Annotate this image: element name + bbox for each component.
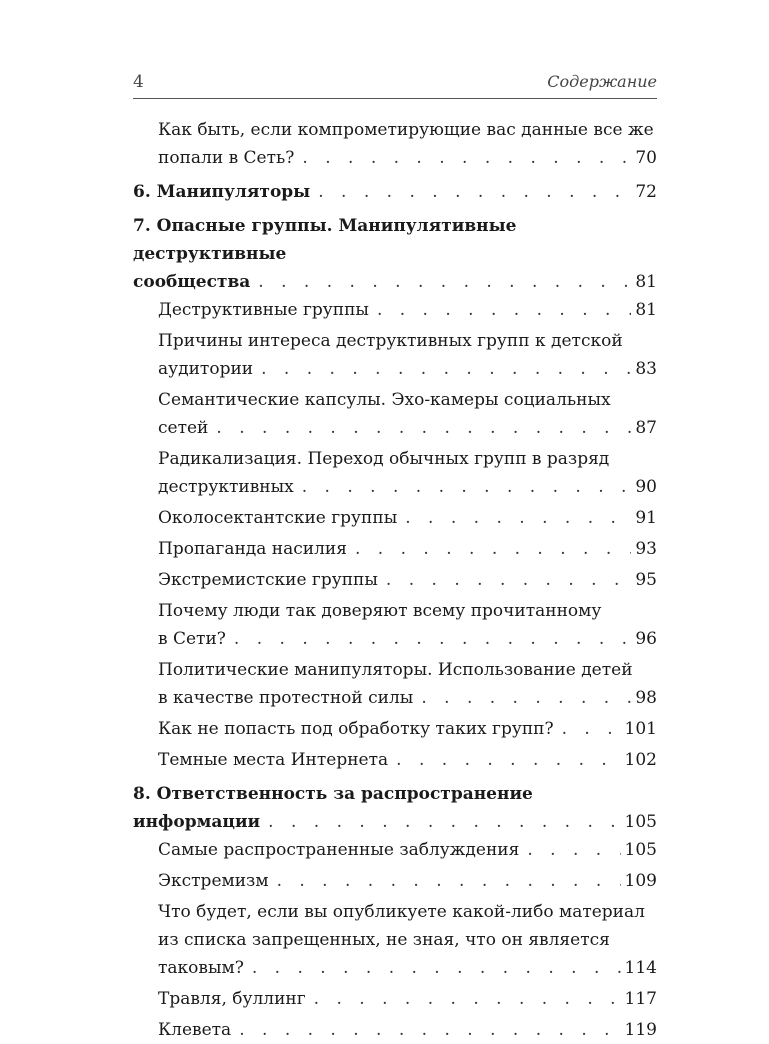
- toc-entry-title: Самые распространенные заблуждения: [158, 840, 520, 860]
- dot-leader: [386, 566, 631, 594]
- toc-page-number: 72: [635, 182, 657, 202]
- toc-page-number: 95: [635, 570, 657, 590]
- toc-entry-line: 8. Ответственность за распространение: [133, 784, 533, 804]
- dot-leader: [252, 954, 621, 982]
- dot-leader: [355, 535, 631, 563]
- toc-entry: [133, 445, 657, 501]
- dot-leader: [318, 178, 631, 206]
- dot-leader: [302, 473, 632, 501]
- toc-page-number: 70: [635, 148, 657, 168]
- toc-entry: [133, 296, 657, 324]
- toc-page-number: 101: [624, 719, 657, 739]
- toc-entry-title: Пропаганда насилия: [158, 539, 347, 559]
- toc-entry-title: деструктивных: [158, 477, 294, 497]
- page-header: [133, 72, 657, 99]
- toc-entry-line: Причины интереса деструктивных групп к детской: [158, 331, 623, 351]
- dot-leader: [216, 414, 631, 442]
- toc-chapter: [133, 212, 657, 296]
- toc-entry: [133, 985, 657, 1013]
- toc-page-number: 81: [635, 300, 657, 320]
- toc-entry: [133, 327, 657, 383]
- toc-entry-line: Как быть, если компрометирующие вас данные все же: [158, 120, 654, 140]
- toc-page-number: 98: [635, 688, 657, 708]
- toc-entry: [133, 898, 657, 982]
- toc-entry: [133, 116, 657, 172]
- dot-leader: [261, 355, 631, 383]
- dot-leader: [239, 1016, 620, 1044]
- toc-page-number: 105: [624, 812, 657, 832]
- toc-entry-line: Радикализация. Переход обычных групп в разряд: [158, 449, 610, 469]
- toc-entry: [133, 597, 657, 653]
- toc-entry: [133, 746, 657, 774]
- toc-entry-title: Деструктивные группы: [158, 300, 369, 320]
- toc-entry-line: Почему люди так доверяют всему прочитанному: [158, 601, 602, 621]
- toc-entry-title: информации: [133, 812, 261, 832]
- toc-page-number: 83: [635, 359, 657, 379]
- toc-entry-title: Клевета: [158, 1020, 232, 1040]
- dot-leader: [562, 715, 621, 743]
- dot-leader: [377, 296, 631, 324]
- toc-page-number: 105: [624, 840, 657, 860]
- toc-entry-title: Как не попасть под обработку таких групп?: [158, 719, 554, 739]
- toc-page-number: 114: [624, 958, 657, 978]
- dot-leader: [314, 985, 621, 1013]
- toc-chapter: [133, 178, 657, 206]
- toc-page-number: 109: [624, 871, 657, 891]
- page-number: 4: [133, 72, 144, 92]
- running-title: Содержание: [547, 72, 657, 91]
- dot-leader: [396, 746, 620, 774]
- toc-entry-title: сетей: [158, 418, 209, 438]
- toc-entry-line: 7. Опасные группы. Манипулятивные деструктивные: [133, 216, 517, 264]
- toc-entry-title: попали в Сеть?: [158, 148, 295, 168]
- toc-entry: [133, 386, 657, 442]
- table-of-contents: [133, 116, 657, 1044]
- toc-page-number: 119: [624, 1020, 657, 1040]
- toc-entry: [133, 1016, 657, 1044]
- toc-entry: [133, 836, 657, 864]
- dot-leader: [421, 684, 631, 712]
- toc-entry-title: таковым?: [158, 958, 244, 978]
- toc-chapter: [133, 780, 657, 836]
- dot-leader: [405, 504, 631, 532]
- toc-entry-title: 6. Манипуляторы: [133, 182, 311, 202]
- toc-entry-title: Экстремизм: [158, 871, 269, 891]
- toc-page-number: 90: [635, 477, 657, 497]
- toc-entry-line: Что будет, если вы опубликуете какой-либо материал: [158, 902, 645, 922]
- toc-entry: [133, 867, 657, 895]
- dot-leader: [527, 836, 620, 864]
- toc-entry: [133, 656, 657, 712]
- toc-entry-title: Околосектантские группы: [158, 508, 398, 528]
- toc-entry: [133, 715, 657, 743]
- toc-page-number: 93: [635, 539, 657, 559]
- toc-entry-title: Экстремистские группы: [158, 570, 378, 590]
- toc-entry: [133, 504, 657, 532]
- toc-page-number: 96: [635, 629, 657, 649]
- toc-entry-title: сообщества: [133, 272, 251, 292]
- toc-entry-title: аудитории: [158, 359, 254, 379]
- toc-entry-line: Политические манипуляторы. Использование детей: [158, 660, 633, 680]
- toc-entry-title: Темные места Интернета: [158, 750, 389, 770]
- toc-entry: [133, 535, 657, 563]
- dot-leader: [268, 808, 620, 836]
- toc-entry-title: в качестве протестной силы: [158, 688, 414, 708]
- toc-entry-title: в Сети?: [158, 629, 226, 649]
- toc-page-number: 87: [635, 418, 657, 438]
- toc-page-number: 102: [624, 750, 657, 770]
- toc-page-number: 91: [635, 508, 657, 528]
- toc-page-number: 81: [635, 272, 657, 292]
- toc-entry-line: Семантические капсулы. Эхо-камеры социальных: [158, 390, 611, 410]
- toc-entry-line: из списка запрещенных, не зная, что он является: [158, 930, 610, 950]
- dot-leader: [302, 144, 631, 172]
- dot-leader: [258, 268, 631, 296]
- toc-entry-title: Травля, буллинг: [158, 989, 306, 1009]
- dot-leader: [234, 625, 631, 653]
- dot-leader: [277, 867, 621, 895]
- toc-entry: [133, 566, 657, 594]
- toc-page-number: 117: [624, 989, 657, 1009]
